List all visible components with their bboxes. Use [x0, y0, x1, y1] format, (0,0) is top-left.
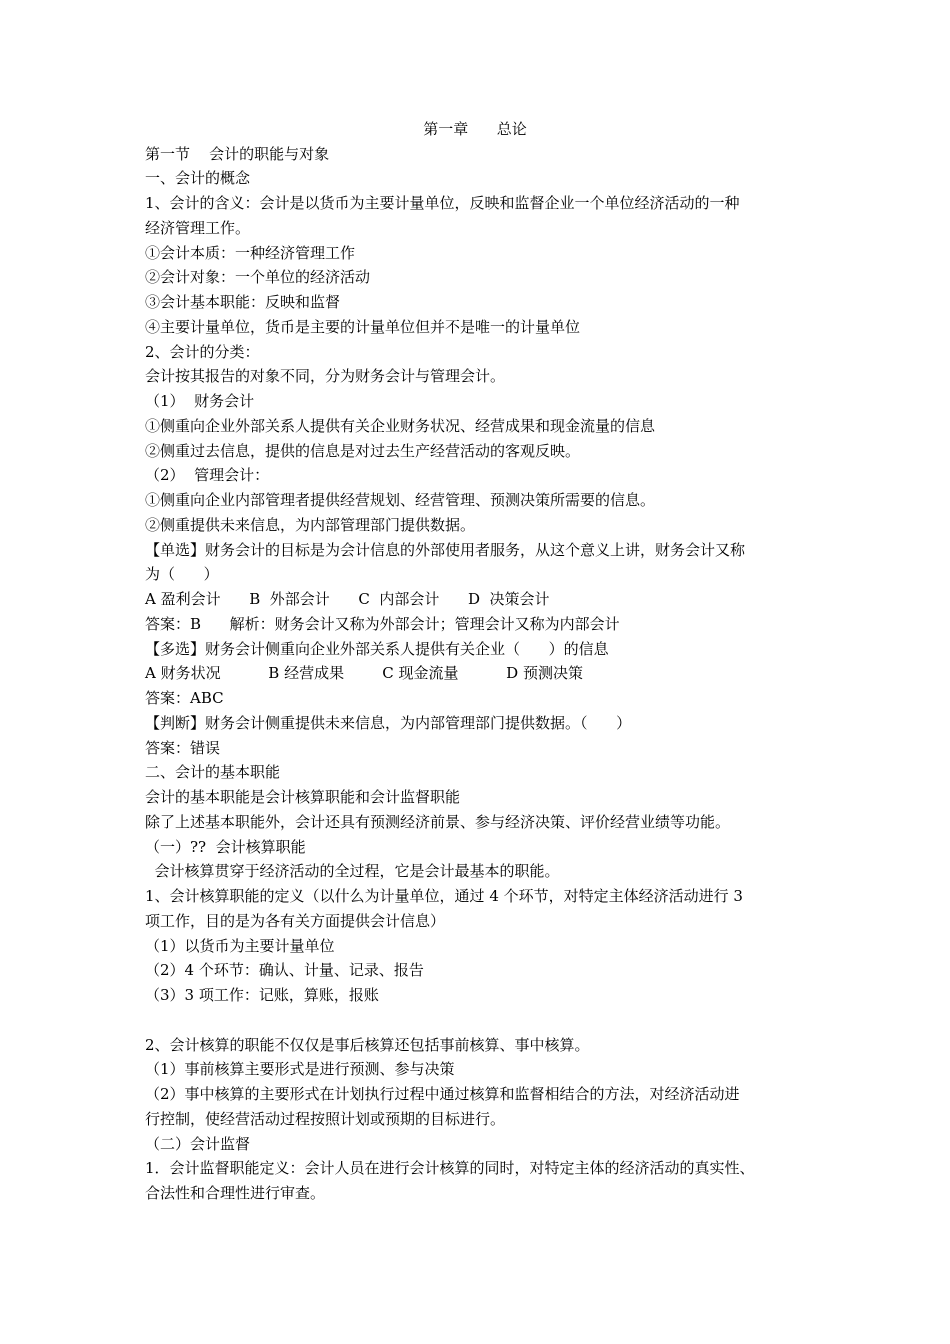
text-line: 【多选】财务会计侧重向企业外部关系人提供有关企业（ ）的信息	[145, 639, 609, 658]
text-line: 行控制，使经营活动过程按照计划或预期的目标进行。	[145, 1109, 506, 1128]
text-line: （1） 财务会计	[145, 392, 255, 410]
text-line: 1、会计的含义：会计是以货币为主要计量单位，反映和监督企业一个单位经济活动的一种	[145, 194, 740, 212]
text-line: ①侧重向企业外部关系人提供有关企业财务状况、经营成果和现金流量的信息	[145, 416, 656, 435]
text-line: ①侧重向企业内部管理者提供经营规划、经营管理、预测决策所需要的信息。	[145, 491, 656, 509]
text-line: （1）事前核算主要形式是进行预测、参与决策	[145, 1060, 455, 1079]
text-line: 【判断】财务会计侧重提供未来信息，为内部管理部门提供数据。（ ）	[145, 713, 632, 732]
document-body	[145, 142, 810, 1206]
text-line: 会计核算贯穿于经济活动的全过程，它是会计最基本的职能。	[145, 862, 560, 881]
text-line: （1）以货币为主要计量单位	[145, 936, 335, 955]
text-line: A 盈利会计 B 外部会计 C 内部会计 D 决策会计	[145, 590, 550, 608]
text-line: 会计按其报告的对象不同，分为财务会计与管理会计。	[145, 367, 506, 386]
text-line: 一、会计的概念	[145, 169, 251, 188]
text-line: 2、会计核算的职能不仅仅是事后核算还包括事前核算、事中核算。	[145, 1035, 590, 1054]
text-line: 1．会计监督职能定义：会计人员在进行会计核算的同时，对特定主体的经济活动的真实性、	[145, 1159, 755, 1178]
text-line: 2、会计的分类：	[145, 342, 260, 361]
text-line: 除了上述基本职能外，会计还具有预测经济前景、参与经济决策、评价经营业绩等功能。	[145, 812, 731, 831]
text-line: 二、会计的基本职能	[145, 763, 281, 782]
text-line: 答案：ABC	[145, 689, 224, 707]
text-line: （3）3 项工作：记账，算账，报账	[145, 986, 379, 1004]
text-line: （2）事中核算的主要形式在计划执行过程中通过核算和监督相结合的方法，对经济活动进	[145, 1085, 740, 1103]
text-line: 项工作，目的是为各有关方面提供会计信息）	[145, 911, 446, 930]
text-line: A 财务状况 B 经营成果 C 现金流量 D 预测决策	[145, 664, 583, 683]
text-line: 【单选】财务会计的目标是为会计信息的外部使用者服务，从这个意义上讲，财务会计又称	[145, 540, 746, 559]
text-line: ②侧重提供未来信息，为内部管理部门提供数据。	[145, 515, 476, 534]
text-line: 1、会计核算职能的定义（以什么为计量单位，通过 4 个环节，对特定主体经济活动进行 3	[145, 887, 743, 905]
text-line: 会计的基本职能是会计核算职能和会计监督职能	[145, 788, 461, 806]
text-line: 答案：错误	[145, 738, 221, 757]
blank-line	[145, 1008, 810, 1033]
text-line: 答案：B 解析：财务会计又称为外部会计；管理会计又称为内部会计	[145, 614, 620, 633]
text-line: 合法性和合理性进行审查。	[145, 1184, 326, 1202]
chapter-title: 第一章 总论	[423, 120, 527, 138]
text-line: （2） 管理会计：	[145, 466, 270, 485]
text-line: ①会计本质：一种经济管理工作	[145, 243, 356, 262]
text-line: （2）4 个环节：确认、计量、记录、报告	[145, 961, 424, 980]
text-line: （二）会计监督	[145, 1134, 251, 1153]
text-line: 经济管理工作。	[145, 218, 251, 237]
text-line: （一）?? 会计核算职能	[145, 837, 306, 856]
text-line: ③会计基本职能：反映和监督	[145, 293, 341, 311]
text-line: ②会计对象：一个单位的经济活动	[145, 268, 371, 287]
text-line: 为（ ）	[145, 565, 219, 584]
text-line: ②侧重过去信息，提供的信息是对过去生产经营活动的客观反映。	[145, 441, 581, 460]
text-line: ④主要计量单位，货币是主要的计量单位但并不是唯一的计量单位	[145, 317, 581, 336]
text-line: 第一节 会计的职能与对象	[145, 144, 330, 163]
